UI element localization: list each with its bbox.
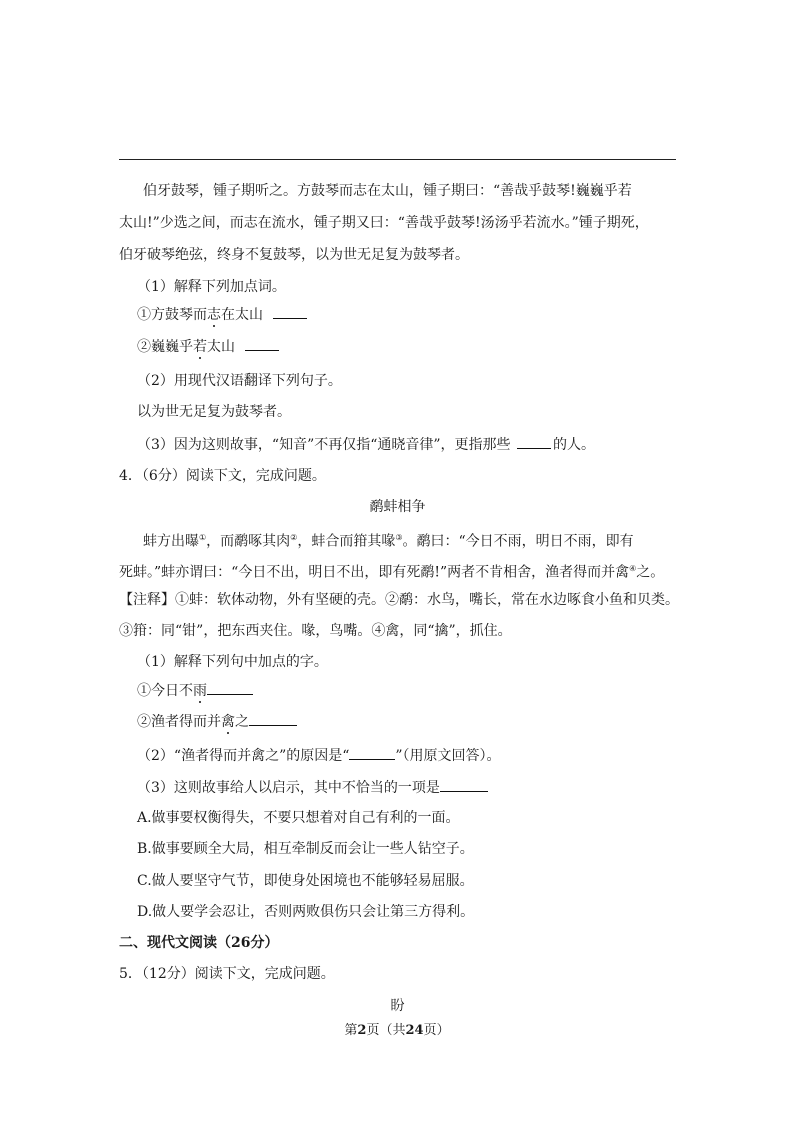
passage1-line3: 伯牙破琴绝弦，终身不复鼓琴，以为世无足复为鼓琴者。 — [119, 247, 469, 263]
q3-text-end: 的人。 — [553, 437, 595, 453]
q2-label: （2）用现代汉语翻译下列句子。 — [137, 373, 342, 389]
q4-header: 4．（6分）阅读下文，完成问题。 — [119, 468, 326, 484]
q4-sub2-text: （2）“渔者得而并禽之”的原因是“ — [137, 748, 350, 764]
header-rule — [119, 159, 676, 160]
q4-sub3-answer-blank[interactable] — [440, 777, 488, 792]
q4-p1-text-b: ，而鹬啄其肉 — [206, 533, 291, 550]
q4-sub1-item2-text: ②渔者得而并 — [137, 714, 221, 730]
q4-sub1-item1-text: ①今日不 — [137, 683, 193, 699]
q4-option-c: C.做人要坚守气节，即使身处困境也不能够轻易屈服。 — [137, 873, 474, 889]
q4-sub1-item2-dotted-word: 禽 — [221, 714, 235, 730]
q4-sub1-item1-answer-blank[interactable] — [207, 680, 253, 695]
q1-item2-dotted-word: 若 — [193, 339, 207, 355]
q4-p2-text-b: 之。 — [636, 564, 665, 581]
q4-option-d: D.做人要学会忍让，否则两败俱伤只会让第三方得利。 — [137, 904, 475, 920]
q4-p2-text-a: 死蚌。”蚌亦谓曰：“今日不出，明日不出，即有死鹬!”两者不肯相舍，渔者得而并禽 — [119, 564, 630, 581]
q4-sub1-label: （1）解释下列句中加点的字。 — [137, 654, 328, 670]
q4-sub1-item2-answer-blank[interactable] — [249, 711, 297, 726]
q4-sub1-item2-text-end: 之 — [235, 714, 249, 730]
footer-page-number: 2 — [357, 1023, 367, 1038]
q4-option-a: A.做事要权衡得失，不要只想着对自己有利的一面。 — [137, 810, 460, 826]
q4-title: 鹬蚌相争 — [369, 499, 426, 515]
q4-option-b: B.做事要顾全大局，相互牵制反而会让一些人钻空子。 — [137, 841, 474, 857]
q4-note-line1: 【注释】①蚌：软体动物，外有坚硬的壳。②鹬：水鸟，嘴长，常在水边啄食小鱼和贝类。 — [119, 592, 679, 608]
q4-sub2 — [137, 745, 501, 766]
q5-header: 5．（12分）阅读下文，完成问题。 — [119, 966, 335, 982]
footnote-ref-3: ③ — [395, 533, 403, 542]
q4-sub3-text: （3）这则故事给人以启示，其中不恰当的一项是 — [137, 780, 440, 796]
page-footer — [0, 1021, 794, 1041]
q4-sub1-item1-dotted-word: 雨 — [193, 683, 207, 699]
q1-item1-text-end: 在太山 — [221, 307, 263, 323]
q3-text: （3）因为这则故事，“知音”不再仅指“通晓音律”，更指那些 — [137, 437, 511, 453]
q1-item2-text: ②巍巍乎 — [137, 339, 193, 355]
q4-p1-text-a: 蚌方出曝 — [143, 533, 199, 550]
q1-label: （1）解释下列加点词。 — [137, 279, 286, 295]
q4-sub1-item2 — [137, 711, 297, 732]
q2-sentence: 以为世无足复为鼓琴者。 — [137, 404, 291, 420]
q4-passage-line1 — [143, 528, 634, 552]
q1-item2 — [137, 336, 279, 357]
q1-item1-dotted-word: 志 — [207, 307, 221, 323]
q1-item2-answer-blank[interactable] — [245, 336, 279, 351]
footnote-ref-2: ② — [290, 533, 298, 542]
passage1-line1: 伯牙鼓琴，锺子期听之。方鼓琴而志在太山，锺子期曰：“善哉乎鼓琴!巍巍乎若 — [143, 183, 632, 199]
q4-sub2-answer-blank[interactable] — [349, 745, 395, 760]
q4-sub2-text-end: ”（用原文回答）。 — [395, 748, 501, 764]
q1-item1 — [137, 304, 307, 325]
q1-item1-text: ①方鼓琴而 — [137, 307, 207, 323]
section2-heading: 二、现代文阅读（26分） — [119, 935, 279, 951]
q1-item1-answer-blank[interactable] — [273, 304, 307, 319]
footer-text-mid: 页（共 — [366, 1023, 406, 1038]
q4-passage-line2 — [119, 559, 664, 583]
footer-total-pages: 24 — [405, 1023, 424, 1038]
footnote-ref-1: ① — [199, 533, 207, 542]
q3-answer-blank[interactable] — [517, 434, 551, 449]
footnote-ref-4: ④ — [629, 564, 637, 573]
q4-sub1-item1 — [137, 680, 253, 701]
q4-sub3 — [137, 777, 488, 798]
q4-p1-text-c: ，蚌合而箝其喙 — [297, 533, 396, 550]
q4-p1-text-d: 。鹬曰：“今日不雨，明日不雨，即有 — [402, 533, 634, 550]
q3-line — [137, 434, 595, 455]
q5-title: 盼 — [390, 998, 405, 1014]
passage1-line2: 太山!”少选之间，而志在流水，锺子期又曰：“善哉乎鼓琴!汤汤乎若流水。”锺子期死， — [119, 215, 649, 231]
q4-note-line2: ③箝：同“钳”，把东西夹住。喙，鸟嘴。④禽，同“擒”，抓住。 — [119, 623, 512, 639]
q1-item2-text-end: 太山 — [207, 339, 235, 355]
footer-text-post: 页） — [423, 1023, 450, 1038]
footer-text-pre: 第 — [344, 1023, 358, 1038]
